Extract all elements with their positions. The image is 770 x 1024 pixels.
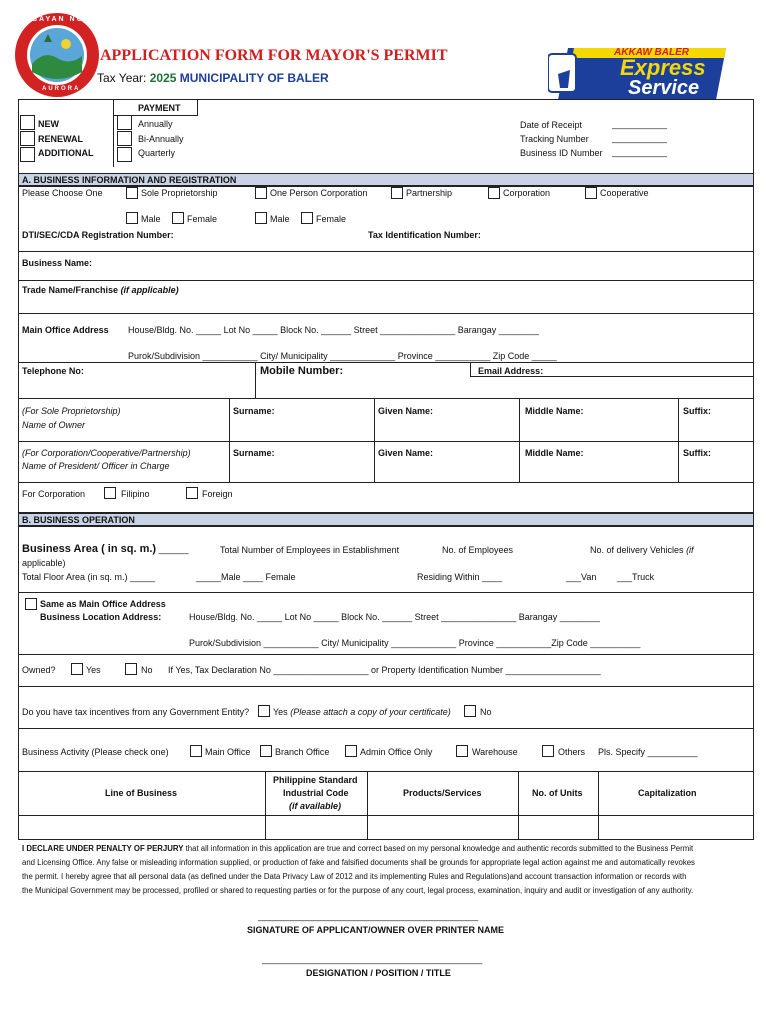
logo-bot-text: Service [628,77,700,99]
foreign-label: Foreign [202,489,233,499]
telephone-label: Telephone No: [22,366,84,376]
opc-female-label: Female [316,214,347,224]
corporation-label: Corporation [503,188,551,198]
residing-within-field[interactable]: Residing Within ____ [417,572,503,582]
section-a-header: A. BUSINESS INFORMATION AND REGISTRATION [18,173,754,186]
tax-year-line [97,71,329,85]
same-as-main-label: Same as Main Office Address [40,599,166,609]
tax-declaration-field[interactable]: If Yes, Tax Declaration No ___________________ or Property Identification Number ___________________ [168,665,601,675]
corp-owner-label: Name of President/ Officer in Charge [22,461,170,471]
opc-male-checkbox[interactable] [255,212,267,224]
cooperative-checkbox[interactable] [585,187,597,199]
owner-suffix-label: Suffix: [683,406,711,416]
logo-top-text: AKKAW BALER [614,47,689,58]
filipino-label: Filipino [121,489,150,499]
main-office-option: Main Office [205,747,251,757]
opc-label: One Person Corporation [270,188,368,198]
mobile-label: Mobile Number: [260,365,344,377]
products-header: Products/Services [403,788,482,798]
incentives-question: Do you have tax incentives from any Government Entity? [22,707,250,717]
sole-owner-note: (For Sole Proprietorship) [22,406,121,416]
branch-office-option: Branch Office [275,747,330,757]
payment-label: PAYMENT [138,103,181,113]
psic-header-1: Philippine Standard [273,775,358,785]
incentives-no-checkbox[interactable] [464,705,476,717]
owned-no-label: No [141,665,153,675]
main-office-checkbox[interactable] [190,745,202,757]
psic-header-2: Industrial Code [283,788,349,798]
main-office-label: Main Office Address [22,325,109,335]
partnership-label: Partnership [406,188,453,198]
tin-label: Tax Identification Number: [368,230,481,240]
annually-checkbox[interactable] [117,115,132,130]
business-location-label: Business Location Address: [40,612,162,622]
business-id-label: Business ID Number [520,148,603,158]
incentives-yes-checkbox[interactable] [258,705,270,717]
municipality-name: MUNICIPALITY OF BALER [179,71,329,85]
designation-line[interactable]: ____________________________________________ [262,954,483,964]
trade-name-label: Trade Name/Franchise (if applicable) [22,285,179,295]
officer-middle-label: Middle Name: [525,448,584,458]
psic-header-3: (if available) [289,801,342,811]
declaration: I DECLARE UNDER PENALTY OF PERJURY that all information in this application are true and correct based on my personal knowledge and authentic records submitted to the Business Permit and Licensing Office. Any false or misleading information supplied, or production of fake and falsified documents shall be grounds for appropriate legal action against me and automatically revokes the permit. I hereby agree that all personal data (as defined under the Data Privacy Law of 2012 and its implementing Rules and Regulations)and account transaction information or records with the Municipal Government may be processed, profiled or shared to requesting parties or for the purpose of any court, legal process, examination, inquiry and audit or investigation of any authority. [22,844,695,895]
tax-year-value: 2025 [149,71,177,85]
seal-text-top: BAYAN NG BALER [32,16,123,23]
form-title: APPLICATION FORM FOR MAYOR'S PERMIT [100,47,448,64]
owner-given-label: Given Name: [378,406,434,416]
activity-label: Business Activity (Please check one) [22,747,169,757]
owner-middle-label: Middle Name: [525,406,584,416]
officer-surname-label: Surname: [233,448,275,458]
tracking-number-field[interactable]: ___________ [612,133,668,143]
sole-male-checkbox[interactable] [126,212,138,224]
owned-no-checkbox[interactable] [125,663,137,675]
owned-yes-checkbox[interactable] [71,663,83,675]
officer-suffix-label: Suffix: [683,448,711,458]
officer-given-label: Given Name: [378,448,434,458]
renewal-checkbox[interactable] [20,131,35,146]
applicable-note: applicable) [22,558,66,568]
units-header: No. of Units [532,788,583,798]
admin-office-checkbox[interactable] [345,745,357,757]
sole-prop-label: Sole Proprietorship [141,188,218,198]
opc-checkbox[interactable] [255,187,267,199]
renewal-label: RENEWAL [38,134,83,144]
sole-prop-checkbox[interactable] [126,187,138,199]
truck-field[interactable]: ___Truck [617,572,655,582]
cooperative-label: Cooperative [600,188,649,198]
main-address-line2[interactable]: Purok/Subdivision ___________ City/ Municipality _____________ Province ___________ Zip Code _____ [128,351,557,361]
line-of-business-header: Line of Business [105,788,178,798]
branch-office-checkbox[interactable] [260,745,272,757]
business-name-label: Business Name: [22,258,93,268]
incentives-no-label: No [480,707,492,717]
admin-office-option: Admin Office Only [360,747,433,757]
email-label: Email Address: [478,366,544,376]
others-checkbox[interactable] [542,745,554,757]
corp-owner-note: (For Corporation/Cooperative/Partnership) [22,448,191,458]
partnership-checkbox[interactable] [391,187,403,199]
same-as-main-checkbox[interactable] [25,598,37,610]
business-id-field[interactable]: ___________ [612,147,668,157]
others-option: Others [558,747,586,757]
incentives-yes-label: Yes (Please attach a copy of your certificate) [273,707,451,717]
owner-surname-label: Surname: [233,406,275,416]
capitalization-header: Capitalization [638,788,697,798]
biannually-checkbox[interactable] [117,131,132,146]
no-employees-label: No. of Employees [442,545,514,555]
logo-mid-text: Express [620,55,706,80]
new-checkbox[interactable] [20,115,35,130]
sole-male-label: Male [141,214,161,224]
corporation-checkbox[interactable] [488,187,500,199]
business-area-field[interactable]: Business Area ( in sq. m.) ______ [22,543,189,555]
sole-owner-label: Name of Owner [22,420,86,430]
designation-label: DESIGNATION / POSITION / TITLE [306,968,451,978]
location-address-line1[interactable]: House/Bldg. No. _____ Lot No _____ Block No. ______ Street _______________ Barangay ________ [189,612,600,622]
warehouse-option: Warehouse [472,747,518,757]
location-address-line2[interactable]: Purok/Subdivision ___________ City/ Municipality _____________ Province ___________Zip Code __________ [189,638,641,648]
warehouse-checkbox[interactable] [456,745,468,757]
sole-female-checkbox[interactable] [172,212,184,224]
signature-label: SIGNATURE OF APPLICANT/OWNER OVER PRINTER NAME [247,925,505,935]
section-b-header: B. BUSINESS OPERATION [18,513,754,526]
main-address-line1[interactable]: House/Bldg. No. _____ Lot No _____ Block No. ______ Street _______________ Barangay ________ [128,325,539,335]
floor-area-field[interactable]: Total Floor Area (in sq. m.) _____ [22,572,156,582]
foreign-checkbox[interactable] [186,487,198,499]
total-employees-label: Total Number of Employees in Establishment [220,545,400,555]
sole-female-label: Female [187,214,218,224]
opc-female-checkbox[interactable] [301,212,313,224]
express-service-logo [548,44,728,102]
specify-field[interactable]: Pls. Specify __________ [598,747,698,757]
dti-label: DTI/SEC/CDA Registration Number: [22,230,174,240]
date-of-receipt-label: Date of Receipt [520,120,583,130]
tax-year-label: Tax Year: [97,71,147,85]
signature-line[interactable]: ____________________________________________ [258,911,479,921]
owned-yes-label: Yes [86,665,101,675]
no-vehicles-label: No. of delivery Vehicles (if [590,545,694,555]
male-female-field[interactable]: _____Male ____ Female [196,572,296,582]
annually-label: Annually [138,119,173,129]
for-corporation-label: For Corporation [22,489,86,499]
date-of-receipt-field[interactable]: ___________ [612,119,668,129]
filipino-checkbox[interactable] [104,487,116,499]
biannually-label: Bi-Annually [138,134,184,144]
owned-label: Owned? [22,665,56,675]
additional-label: ADDITIONAL [38,148,94,158]
additional-checkbox[interactable] [20,147,35,162]
choose-one-label: Please Choose One [22,188,103,198]
van-field[interactable]: ___Van [566,572,597,582]
quarterly-checkbox[interactable] [117,147,132,162]
tracking-number-label: Tracking Number [520,134,589,144]
quarterly-label: Quarterly [138,148,176,158]
seal-text-bottom: AURORA [42,86,81,92]
opc-male-label: Male [270,214,290,224]
new-label: NEW [38,119,59,129]
